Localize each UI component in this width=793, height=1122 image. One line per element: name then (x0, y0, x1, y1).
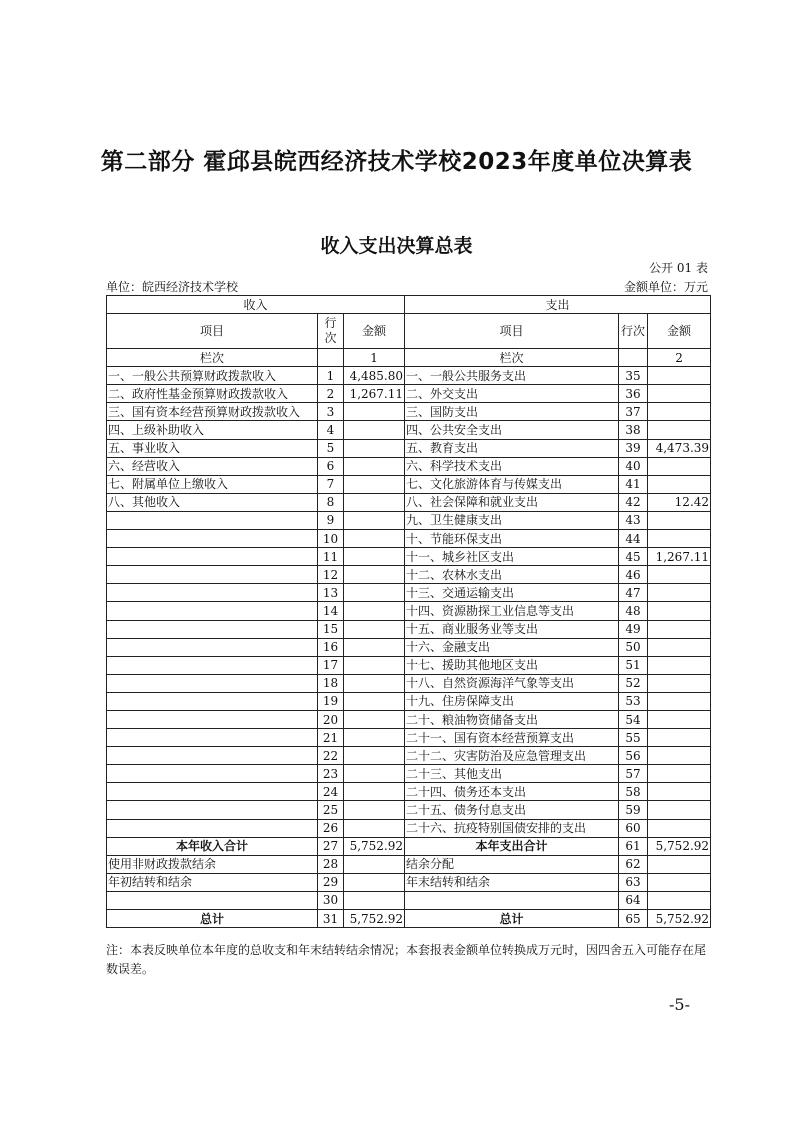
form-code: 公开 01 表 (649, 261, 708, 275)
table-row (107, 439, 711, 457)
income-amount-cell (344, 457, 405, 475)
income-row-no-cell: 9 (318, 511, 344, 529)
expense-row-no-cell: 46 (619, 566, 648, 584)
income-item-cell (107, 801, 318, 819)
income-item-cell (107, 692, 318, 710)
income-item-cell (107, 548, 318, 566)
expense-row-no-cell: 49 (619, 620, 648, 638)
income-item-cell (107, 710, 318, 728)
table-row (107, 801, 711, 819)
expense-row-no-cell: 61 (619, 837, 648, 855)
expense-amount-cell (648, 783, 711, 801)
table-row (107, 891, 711, 909)
expense-amount-cell (648, 403, 711, 421)
expense-item-cell: 八、社会保障和就业支出 (405, 493, 619, 511)
income-row-no-cell: 26 (318, 819, 344, 837)
income-amount-cell (344, 566, 405, 584)
income-amount-cell: 4,485.80 (344, 367, 405, 385)
income-row-no-cell: 27 (318, 837, 344, 855)
expense-item-cell: 二十、粮油物资储备支出 (405, 710, 619, 728)
expense-amount-cell (648, 656, 711, 674)
income-item-cell: 七、附属单位上缴收入 (107, 475, 318, 493)
expense-amount-cell: 12.42 (648, 493, 711, 511)
income-item-cell: 六、经营收入 (107, 457, 318, 475)
income-expense-table (106, 295, 711, 928)
expense-item-cell: 二十一、国有资本经营预算支出 (405, 729, 619, 747)
income-amount-cell (344, 421, 405, 439)
income-item-cell: 使用非财政拨款结余 (107, 855, 318, 873)
expense-amount-cell: 1,267.11 (648, 548, 711, 566)
income-item-cell (107, 566, 318, 584)
income-item-cell (107, 638, 318, 656)
income-amount-cell: 1,267.11 (344, 385, 405, 403)
expense-row-no-cell: 38 (619, 421, 648, 439)
expense-amount-cell (648, 620, 711, 638)
expense-row-no-cell: 54 (619, 710, 648, 728)
income-item-cell: 五、事业收入 (107, 439, 318, 457)
expense-item-cell: 本年支出合计 (405, 837, 619, 855)
expense-row-no-cell: 52 (619, 674, 648, 692)
expense-row-no-cell: 58 (619, 783, 648, 801)
expense-row-no-cell: 57 (619, 765, 648, 783)
expense-item-cell: 六、科学技术支出 (405, 457, 619, 475)
expense-amount-cell (648, 674, 711, 692)
expense-item-cell: 一、一般公共服务支出 (405, 367, 619, 385)
total-row (107, 910, 711, 928)
income-row-no-cell: 22 (318, 747, 344, 765)
income-row-no-cell: 8 (318, 493, 344, 511)
income-item-cell (107, 783, 318, 801)
income-amount-cell (344, 439, 405, 457)
expense-amount-column-header: 金额 (648, 314, 711, 349)
income-row-no-cell: 23 (318, 765, 344, 783)
expense-item-cell: 十一、城乡社区支出 (405, 548, 619, 566)
table-row (107, 747, 711, 765)
income-row-no-cell: 5 (318, 439, 344, 457)
expense-item-cell: 十三、交通运输支出 (405, 584, 619, 602)
income-row-no-cell: 14 (318, 602, 344, 620)
expense-row-no-cell: 37 (619, 403, 648, 421)
expense-amount-cell (648, 566, 711, 584)
expense-item-cell: 十七、援助其他地区支出 (405, 656, 619, 674)
expense-amount-cell (648, 602, 711, 620)
table-row (107, 710, 711, 728)
table-row (107, 493, 711, 511)
expense-amount-cell (648, 747, 711, 765)
expense-amount-cell (648, 584, 711, 602)
income-item-cell (107, 891, 318, 909)
expense-amount-cell (648, 475, 711, 493)
table-row (107, 475, 711, 493)
expense-item-cell: 十六、金融支出 (405, 638, 619, 656)
expense-item-cell: 十八、自然资源海洋气象等支出 (405, 674, 619, 692)
income-item-cell: 总计 (107, 910, 318, 928)
expense-amount-cell (648, 638, 711, 656)
table-row (107, 566, 711, 584)
expense-column-number: 2 (648, 349, 711, 367)
income-amount-cell (344, 638, 405, 656)
income-lanci-label: 栏次 (107, 349, 318, 367)
income-amount-cell (344, 530, 405, 548)
income-row-no-cell: 4 (318, 421, 344, 439)
table-row (107, 855, 711, 873)
income-row-no-cell: 12 (318, 566, 344, 584)
table-row (107, 511, 711, 529)
expense-row-no-cell: 63 (619, 873, 648, 891)
expense-amount-cell (648, 692, 711, 710)
income-row-no-cell: 13 (318, 584, 344, 602)
expense-amount-cell (648, 765, 711, 783)
income-row-no-cell: 28 (318, 855, 344, 873)
income-item-column-header: 项目 (107, 314, 318, 349)
expense-item-cell: 二十三、其他支出 (405, 765, 619, 783)
expense-item-cell: 十二、农林水支出 (405, 566, 619, 584)
expense-item-cell: 十五、商业服务业等支出 (405, 620, 619, 638)
income-row-no-cell: 16 (318, 638, 344, 656)
income-amount-cell (344, 674, 405, 692)
income-item-cell: 四、上级补助收入 (107, 421, 318, 439)
table-row (107, 765, 711, 783)
expense-item-cell: 七、文化旅游体育与传媒支出 (405, 475, 619, 493)
expense-amount-cell: 5,752.92 (648, 910, 711, 928)
income-amount-cell (344, 819, 405, 837)
expense-row-no-cell: 51 (619, 656, 648, 674)
table-row (107, 638, 711, 656)
income-item-cell: 八、其他收入 (107, 493, 318, 511)
expense-row-no-cell: 35 (619, 367, 648, 385)
expense-row-no-column-header: 行次 (619, 314, 648, 349)
expense-item-cell: 十、节能环保支出 (405, 530, 619, 548)
expense-row-no-cell: 64 (619, 891, 648, 909)
table-row (107, 620, 711, 638)
table-row (107, 421, 711, 439)
table-row (107, 873, 711, 891)
income-row-no-cell: 7 (318, 475, 344, 493)
table-note: 注：本表反映单位本年度的总收支和年末结转结余情况；本套报表金额单位转换成万元时，因四舍五入可能存在尾数误差。 (106, 943, 707, 976)
income-amount-cell (344, 891, 405, 909)
page-number: -5- (669, 995, 690, 1014)
income-amount-cell (344, 620, 405, 638)
expense-row-no-cell: 62 (619, 855, 648, 873)
income-row-no-cell: 20 (318, 710, 344, 728)
expense-item-cell: 结余分配 (405, 855, 619, 873)
expense-item-cell: 年末结转和结余 (405, 873, 619, 891)
table-row (107, 530, 711, 548)
expense-amount-cell (648, 710, 711, 728)
table-row (107, 692, 711, 710)
table-row (107, 602, 711, 620)
page-title: 第二部分 霍邱县皖西经济技术学校2023年度单位决算表 (100, 149, 693, 175)
income-row-no-cell: 10 (318, 530, 344, 548)
income-item-cell: 三、国有资本经营预算财政拨款收入 (107, 403, 318, 421)
expense-item-cell: 二十六、抗疫特别国债安排的支出 (405, 819, 619, 837)
expense-row-no-cell: 36 (619, 385, 648, 403)
income-row-no-cell: 21 (318, 729, 344, 747)
income-amount-cell: 5,752.92 (344, 837, 405, 855)
expense-amount-cell (648, 855, 711, 873)
expense-row-no-cell: 40 (619, 457, 648, 475)
income-item-cell (107, 656, 318, 674)
expense-row-no-cell: 65 (619, 910, 648, 928)
expense-item-cell: 二、外交支出 (405, 385, 619, 403)
expense-row-no-cell: 53 (619, 692, 648, 710)
income-row-no-cell: 11 (318, 548, 344, 566)
expense-amount-cell (648, 530, 711, 548)
expense-amount-cell (648, 891, 711, 909)
expense-amount-cell: 5,752.92 (648, 837, 711, 855)
expense-item-cell: 四、公共安全支出 (405, 421, 619, 439)
expense-row-no-cell: 39 (619, 439, 648, 457)
table-row (107, 656, 711, 674)
income-row-no-cell: 19 (318, 692, 344, 710)
expense-amount-cell (648, 729, 711, 747)
income-item-cell (107, 530, 318, 548)
unit-label: 单位：皖西经济技术学校 (106, 280, 239, 294)
expense-item-cell: 五、教育支出 (405, 439, 619, 457)
income-row-no-cell: 1 (318, 367, 344, 385)
income-item-cell (107, 729, 318, 747)
income-row-no-cell: 17 (318, 656, 344, 674)
income-row-no-cell: 31 (318, 910, 344, 928)
income-amount-cell (344, 692, 405, 710)
expense-amount-cell: 4,473.39 (648, 439, 711, 457)
expense-row-no-cell: 45 (619, 548, 648, 566)
income-item-cell (107, 584, 318, 602)
expense-amount-cell (648, 819, 711, 837)
income-item-cell: 一、一般公共预算财政拨款收入 (107, 367, 318, 385)
income-amount-cell: 5,752.92 (344, 910, 405, 928)
expense-row-no-cell: 44 (619, 530, 648, 548)
expense-section-header: 支出 (405, 296, 711, 314)
income-row-no-cell: 2 (318, 385, 344, 403)
expense-row-no-cell: 60 (619, 819, 648, 837)
expense-lanci-row-no (619, 349, 648, 367)
expense-item-cell: 二十四、债务还本支出 (405, 783, 619, 801)
table-row (107, 783, 711, 801)
income-amount-cell (344, 475, 405, 493)
expense-item-cell: 二十五、债务付息支出 (405, 801, 619, 819)
income-amount-cell (344, 493, 405, 511)
expense-row-no-cell: 47 (619, 584, 648, 602)
expense-amount-cell (648, 367, 711, 385)
income-amount-column-header: 金额 (344, 314, 405, 349)
income-item-cell (107, 511, 318, 529)
table-row (107, 457, 711, 475)
income-amount-cell (344, 710, 405, 728)
income-item-cell: 年初结转和结余 (107, 873, 318, 891)
expense-amount-cell (648, 801, 711, 819)
income-row-no-cell: 29 (318, 873, 344, 891)
income-amount-cell (344, 602, 405, 620)
table-row (107, 819, 711, 837)
table-row (107, 385, 711, 403)
income-row-no-cell: 3 (318, 403, 344, 421)
expense-row-no-cell: 56 (619, 747, 648, 765)
income-row-no-cell: 18 (318, 674, 344, 692)
income-row-no-cell: 30 (318, 891, 344, 909)
income-item-cell: 二、政府性基金预算财政拨款收入 (107, 385, 318, 403)
expense-item-cell: 九、卫生健康支出 (405, 511, 619, 529)
expense-amount-cell (648, 421, 711, 439)
income-amount-cell (344, 747, 405, 765)
income-amount-cell (344, 801, 405, 819)
expense-row-no-cell: 55 (619, 729, 648, 747)
income-item-cell: 本年收入合计 (107, 837, 318, 855)
income-column-number: 1 (344, 349, 405, 367)
income-section-header: 收入 (107, 296, 405, 314)
expense-item-cell: 三、国防支出 (405, 403, 619, 421)
income-item-cell (107, 674, 318, 692)
income-item-cell (107, 620, 318, 638)
income-amount-cell (344, 783, 405, 801)
income-item-cell (107, 747, 318, 765)
expense-amount-cell (648, 511, 711, 529)
expense-row-no-cell: 43 (619, 511, 648, 529)
income-row-no-cell: 6 (318, 457, 344, 475)
expense-row-no-cell: 42 (619, 493, 648, 511)
income-amount-cell (344, 855, 405, 873)
income-amount-cell (344, 873, 405, 891)
expense-row-no-cell: 59 (619, 801, 648, 819)
income-amount-cell (344, 656, 405, 674)
table-title: 收入支出决算总表 (320, 235, 473, 257)
income-row-no-column-header: 行次 (318, 314, 344, 349)
expense-item-cell: 十四、资源勘探工业信息等支出 (405, 602, 619, 620)
table-row (107, 403, 711, 421)
expense-item-cell: 总计 (405, 910, 619, 928)
expense-item-cell: 二十二、灾害防治及应急管理支出 (405, 747, 619, 765)
table-row (107, 548, 711, 566)
expense-item-cell: 十九、住房保障支出 (405, 692, 619, 710)
income-item-cell (107, 602, 318, 620)
subtotal-row (107, 837, 711, 855)
income-amount-cell (344, 584, 405, 602)
income-amount-cell (344, 403, 405, 421)
expense-row-no-cell: 41 (619, 475, 648, 493)
expense-row-no-cell: 50 (619, 638, 648, 656)
income-item-cell (107, 819, 318, 837)
income-item-cell (107, 765, 318, 783)
income-amount-cell (344, 511, 405, 529)
income-amount-cell (344, 548, 405, 566)
income-row-no-cell: 15 (318, 620, 344, 638)
table-row (107, 729, 711, 747)
income-row-no-cell: 25 (318, 801, 344, 819)
table-row (107, 367, 711, 385)
income-lanci-row-no (318, 349, 344, 367)
amount-unit-label: 金额单位：万元 (623, 280, 708, 294)
expense-item-column-header: 项目 (405, 314, 619, 349)
expense-amount-cell (648, 385, 711, 403)
income-amount-cell (344, 765, 405, 783)
expense-row-no-cell: 48 (619, 602, 648, 620)
income-amount-cell (344, 729, 405, 747)
expense-amount-cell (648, 457, 711, 475)
table-row (107, 674, 711, 692)
expense-item-cell (405, 891, 619, 909)
table-row (107, 584, 711, 602)
expense-lanci-label: 栏次 (405, 349, 619, 367)
income-row-no-cell: 24 (318, 783, 344, 801)
expense-amount-cell (648, 873, 711, 891)
